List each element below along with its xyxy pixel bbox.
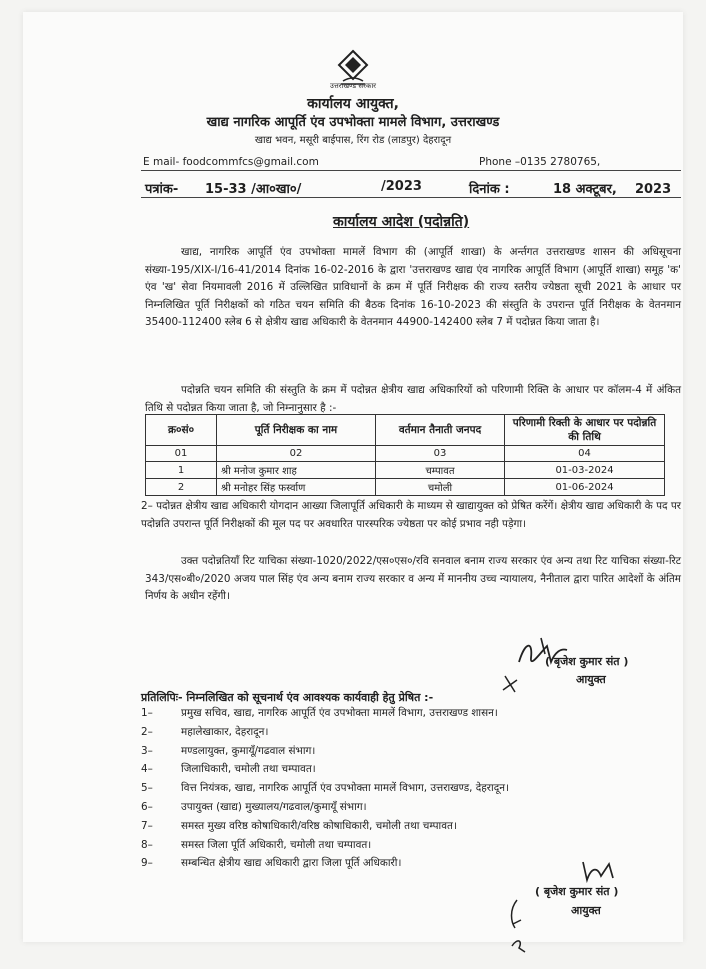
list-item [141,742,681,761]
table-cell: 04 [505,446,665,462]
column-header-date: परिणामी रिक्ती के आधार पर पदोन्नति की तिथि [505,415,665,446]
list-item [141,723,681,742]
order-title: कार्यालय आदेश (पदोन्नति) [333,214,470,230]
reference-year: /2023 [381,179,422,194]
table-cell: 01-03-2024 [505,462,665,479]
list-item-number: 2– [141,725,153,738]
reference-number: 15-33 /आ०खा०/ [205,182,302,197]
initial-mark-1 [501,672,521,696]
list-item-number: 9– [141,857,153,870]
reference-divider [141,197,681,198]
list-item [141,817,681,836]
list-item-text: जिलाधिकारी, चमोली तथा चम्पावत। [181,763,316,776]
table-cell: 01 [146,446,217,462]
promotion-table [145,414,665,496]
list-item-number: 6– [141,800,153,813]
table-cell: चम्पावत [376,462,505,479]
table-cell: 03 [376,446,505,462]
phone-number: Phone –0135 2780765, [479,156,601,168]
list-item-text: उपायुक्त (खाद्य) मुख्यालय/गढवाल/कुमायूॅं संभाग। [181,800,367,813]
table-cell: 01-06-2024 [505,479,665,496]
list-item-number: 7– [141,819,153,832]
signatory-name-1: ( बृजेश कुमार संत ) [545,655,629,668]
column-header-serial: क्र०सं० [146,415,217,446]
list-item [141,704,681,723]
column-header-name: पूर्ति निरीक्षक का नाम [217,415,376,446]
header-divider [141,170,681,171]
email-address: E mail- foodcommfcs@gmail.com [143,156,319,168]
list-item-text: वित्त नियंत्रक, खाद्य, नागरिक आपूर्ति एंव उपभोक्ता मामलें विभाग, उत्तराखण्ड, देहरादून। [181,782,509,795]
list-item-text: समस्त मुख्य वरिष्ठ कोषाधिकारी/वरिष्ठ कोषाधिकारी, चमोली तथा चम्पावत। [181,819,457,832]
emblem-caption: उत्तराखण्ड सरकार [329,82,377,90]
list-item-number: 3– [141,744,153,757]
order-paragraph-4: उक्त पदोन्नतियॉं रिट याचिका संख्या-1020/2022/एस०एस०/रवि सनवाल बनाम राज्य सरकार एंव अन्य तथा रिट याचिका संख्या-रिट 343/एस०बी०/2020 अजय पाल सिंह एंव अन्य बनाम राज्य सरकार व अन्य में माननीय उच्च न्यायालय, नैनीताल द्वारा पारित आदेशों के अंतिम निर्णय के अधीन रहेंगी। [145,555,681,602]
table-cell: 1 [146,462,217,479]
order-paragraph-3: 2– पदोन्नत क्षेत्रीय खाद्य अधिकारी योगदान आख्या जिलापूर्ति अधिकारी के माध्यम से खाद्यायुक्त को प्रेषित करेंगें। क्षेत्रीय खाद्य अधिकारी के पद पर पदोन्नति उपरान्त पूर्ति निरीक्षकों की मूल पद पर अवधारित पारस्परिक ज्येष्ठता पर कोई प्रभाव नही पड़ेगा। [141,500,681,530]
column-header-district: वर्तमान तैनाती जनपद [376,415,505,446]
table-row [146,479,665,496]
office-address: खाद्य भवन, मसूरी बाईपास, रिंग रोड (लाडपुर) देहरादून [254,135,452,146]
list-item-number: 8– [141,838,153,851]
department-heading: खाद्य नागरिक आपूर्ति एंव उपभोक्ता मामले विभाग, उत्तराखण्ड [206,115,500,130]
order-paragraph-2: पदोन्नति चयन समिति की संस्तुति के क्रम में पदोन्नत क्षेत्रीय खाद्य अधिकारियों को परिणामी रिक्ति के आधार पर कॉलम-4 में अंकित तिथि से पदोन्नत किया जाता है, जो निम्नानुसार है :- [145,384,681,414]
list-item-number: 1– [141,707,153,719]
list-item-number: 4– [141,763,153,776]
order-paragraph-1: खाद्य, नागरिक आपूर्ति एंव उपभोक्ता मामलें विभाग की (आपूर्ति शाखा) के अर्न्तगत उत्तराखण्ड शासन की अधिसूचना संख्या-195/XIX-I/16-41/2014 दिनांक 16-02-2016 के द्वारा 'उत्तराखण्ड खाद्य एंव नागरिक आपूर्ति विभाग (आपूर्ति शाखा) समूह 'क' एंव 'ख' सेवा नियमावली 2016 में उल्लिखित प्राविधानों के क्रम में पूर्ति निरीक्षक की राज्य स्तरीय ज्येष्ठता सूची 2021 के आधार पर निम्नलिखित पूर्ति निरीक्षकों को गठित चयन समिति की बैठक दिनांक 16-10-2023 की संस्तुति के उपरान्त पूर्ति निरीक्षक के वेतनमान 35400-112400 स्लेब 6 से क्षेत्रीय खाद्य अधिकारी के वेतनमान 44900-142400 स्लेब 7 में पदोन्नत किया जाता है। [145,246,681,328]
state-emblem-icon [333,48,373,86]
signatory-title-2: आयुक्त [571,904,601,917]
list-item [141,760,681,779]
date-value: 18 अक्टूबर, 2023 [553,182,672,197]
table-cell: श्री मनोहर सिंह फर्स्वाण [217,479,376,496]
table-cell: 02 [217,446,376,462]
list-item-text: सम्बन्धित क्षेत्रीय खाद्य अधिकारी द्वारा जिला पूर्ति अधिकारी। [181,857,402,870]
initial-mark-2 [505,898,527,930]
copy-to-heading: प्रतिलिपिः- निम्नलिखित को सूचनार्थ एंव आवश्यक कार्यवाही हेतु प्रेषित :- [141,691,434,704]
list-item-text: समस्त जिला पूर्ति अधिकारी, चमोली तथा चम्पावत। [181,838,372,851]
document-page [23,12,683,942]
initial-mark-3 [509,936,529,954]
table-cell: चमोली [376,479,505,496]
table-header-row [146,415,665,446]
table-cell: श्री मनोज कुमार शाह [217,462,376,479]
copy-to-list [141,704,681,873]
table-cell: 2 [146,479,217,496]
list-item-number: 5– [141,782,153,795]
office-heading: कार्यालय आयुक्त, [307,96,399,112]
list-item [141,779,681,798]
signatory-name-2: ( बृजेश कुमार संत ) [535,885,619,898]
table-row [146,462,665,479]
signatory-title-1: आयुक्त [576,673,606,686]
list-item [141,798,681,817]
date-label: दिनांक : [469,182,510,197]
list-item-text: प्रमुख सचिव, खाद्य, नागरिक आपूर्ति एंव उपभोक्ता मामलें विभाग, उत्तराखण्ड शासन। [181,707,498,719]
reference-label: पत्रांक- [145,182,179,197]
list-item [141,836,681,855]
table-numbering-row [146,446,665,462]
list-item-text: मण्डलायुक्त, कुमायूॅं/गढवाल संभाग। [181,744,316,757]
list-item-text: महालेखाकार, देहरादून। [181,725,269,738]
